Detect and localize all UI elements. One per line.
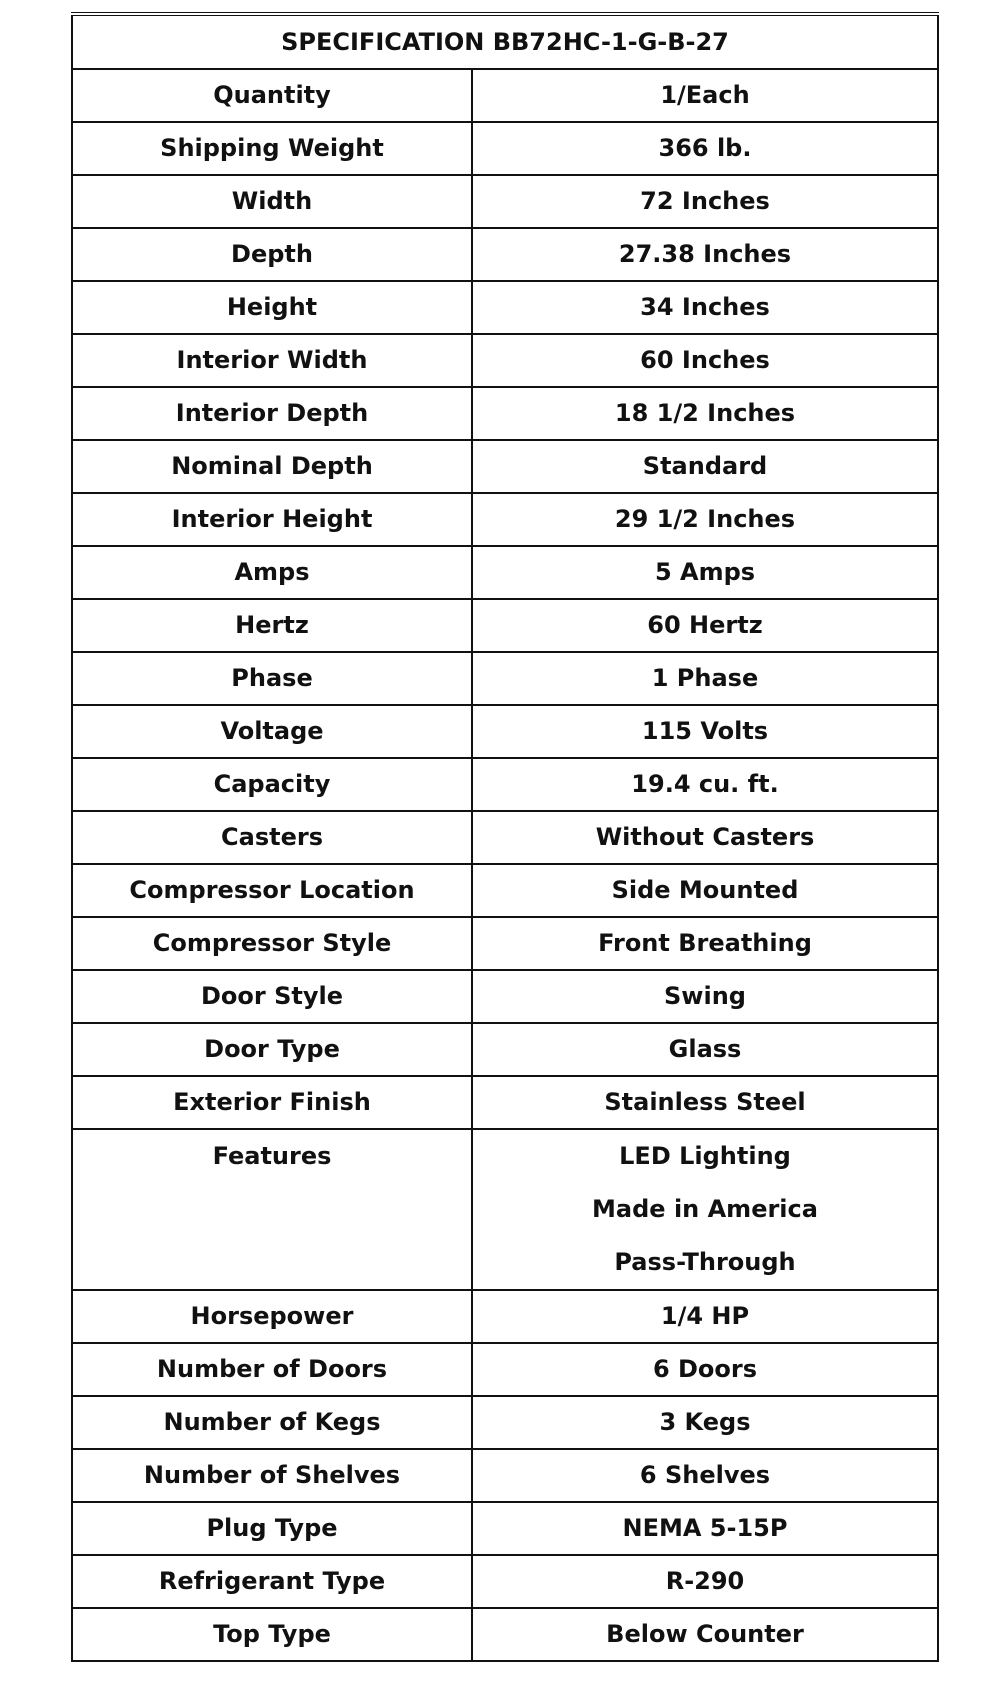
table-row bbox=[72, 705, 938, 758]
table-row bbox=[72, 970, 938, 1023]
table-row bbox=[72, 1608, 938, 1661]
table-row bbox=[72, 811, 938, 864]
table-row bbox=[72, 281, 938, 334]
table-title: SPECIFICATION BB72HC-1-G-B-27 bbox=[72, 14, 938, 69]
spec-value: 5 Amps bbox=[472, 546, 938, 599]
table-row bbox=[72, 122, 938, 175]
spec-value: 18 1/2 Inches bbox=[472, 387, 938, 440]
spec-value: NEMA 5-15P bbox=[472, 1502, 938, 1555]
spec-value: Standard bbox=[472, 440, 938, 493]
table-row bbox=[72, 493, 938, 546]
spec-label: Casters bbox=[72, 811, 472, 864]
spec-label: Number of Doors bbox=[72, 1343, 472, 1396]
table-row bbox=[72, 1396, 938, 1449]
spec-label: Quantity bbox=[72, 69, 472, 122]
spec-value: 60 Inches bbox=[472, 334, 938, 387]
spec-label: Width bbox=[72, 175, 472, 228]
table-row bbox=[72, 175, 938, 228]
spec-label: Depth bbox=[72, 228, 472, 281]
spec-label: Hertz bbox=[72, 599, 472, 652]
table-row bbox=[72, 1023, 938, 1076]
table-row bbox=[72, 652, 938, 705]
table-row bbox=[72, 440, 938, 493]
spec-value: 60 Hertz bbox=[472, 599, 938, 652]
spec-value: 1 Phase bbox=[472, 652, 938, 705]
spec-label: Top Type bbox=[72, 1608, 472, 1661]
table-row bbox=[72, 334, 938, 387]
spec-value: Without Casters bbox=[472, 811, 938, 864]
feature-item: Made in America bbox=[592, 1195, 818, 1223]
spec-label: Number of Kegs bbox=[72, 1396, 472, 1449]
spec-label: Plug Type bbox=[72, 1502, 472, 1555]
features-label: Features bbox=[72, 1129, 472, 1290]
spec-label: Shipping Weight bbox=[72, 122, 472, 175]
table-row bbox=[72, 387, 938, 440]
table-row bbox=[72, 1449, 938, 1502]
spec-value: 19.4 cu. ft. bbox=[472, 758, 938, 811]
spec-value: 29 1/2 Inches bbox=[472, 493, 938, 546]
table-row bbox=[72, 1290, 938, 1343]
spec-value: 6 Doors bbox=[472, 1343, 938, 1396]
table-row bbox=[72, 1502, 938, 1555]
spec-label: Nominal Depth bbox=[72, 440, 472, 493]
table-body bbox=[72, 69, 938, 1661]
table-header-row bbox=[72, 14, 938, 69]
spec-value: 34 Inches bbox=[472, 281, 938, 334]
spec-label: Interior Height bbox=[72, 493, 472, 546]
spec-label: Number of Shelves bbox=[72, 1449, 472, 1502]
table-row bbox=[72, 1076, 938, 1129]
spec-label: Phase bbox=[72, 652, 472, 705]
spec-label: Compressor Style bbox=[72, 917, 472, 970]
spec-value: 6 Shelves bbox=[472, 1449, 938, 1502]
spec-label: Exterior Finish bbox=[72, 1076, 472, 1129]
table-row bbox=[72, 546, 938, 599]
table-row bbox=[72, 1343, 938, 1396]
spec-value: 1/Each bbox=[472, 69, 938, 122]
spec-value: Below Counter bbox=[472, 1608, 938, 1661]
table-row bbox=[72, 864, 938, 917]
feature-item: LED Lighting bbox=[619, 1142, 791, 1170]
table-row bbox=[72, 1555, 938, 1608]
spec-label: Compressor Location bbox=[72, 864, 472, 917]
spec-value: Swing bbox=[472, 970, 938, 1023]
table-row bbox=[72, 599, 938, 652]
feature-item: Pass-Through bbox=[614, 1248, 796, 1276]
spec-value: 27.38 Inches bbox=[472, 228, 938, 281]
spec-label: Capacity bbox=[72, 758, 472, 811]
table-row bbox=[72, 228, 938, 281]
spec-label: Door Type bbox=[72, 1023, 472, 1076]
spec-label: Refrigerant Type bbox=[72, 1555, 472, 1608]
spec-label: Voltage bbox=[72, 705, 472, 758]
spec-value: 1/4 HP bbox=[472, 1290, 938, 1343]
spec-label: Interior Depth bbox=[72, 387, 472, 440]
spec-value: Side Mounted bbox=[472, 864, 938, 917]
spec-value: Glass bbox=[472, 1023, 938, 1076]
spec-label: Amps bbox=[72, 546, 472, 599]
table-row bbox=[72, 917, 938, 970]
spec-value: 115 Volts bbox=[472, 705, 938, 758]
specification-table bbox=[71, 12, 939, 1662]
features-values bbox=[472, 1129, 938, 1290]
table-row bbox=[72, 69, 938, 122]
spec-value: 366 lb. bbox=[472, 122, 938, 175]
spec-value: R-290 bbox=[472, 1555, 938, 1608]
spec-label: Door Style bbox=[72, 970, 472, 1023]
features-row bbox=[72, 1129, 938, 1290]
table-row bbox=[72, 758, 938, 811]
spec-label: Horsepower bbox=[72, 1290, 472, 1343]
spec-value: Front Breathing bbox=[472, 917, 938, 970]
spec-value: Stainless Steel bbox=[472, 1076, 938, 1129]
spec-label: Height bbox=[72, 281, 472, 334]
spec-label: Interior Width bbox=[72, 334, 472, 387]
spec-value: 3 Kegs bbox=[472, 1396, 938, 1449]
spec-value: 72 Inches bbox=[472, 175, 938, 228]
